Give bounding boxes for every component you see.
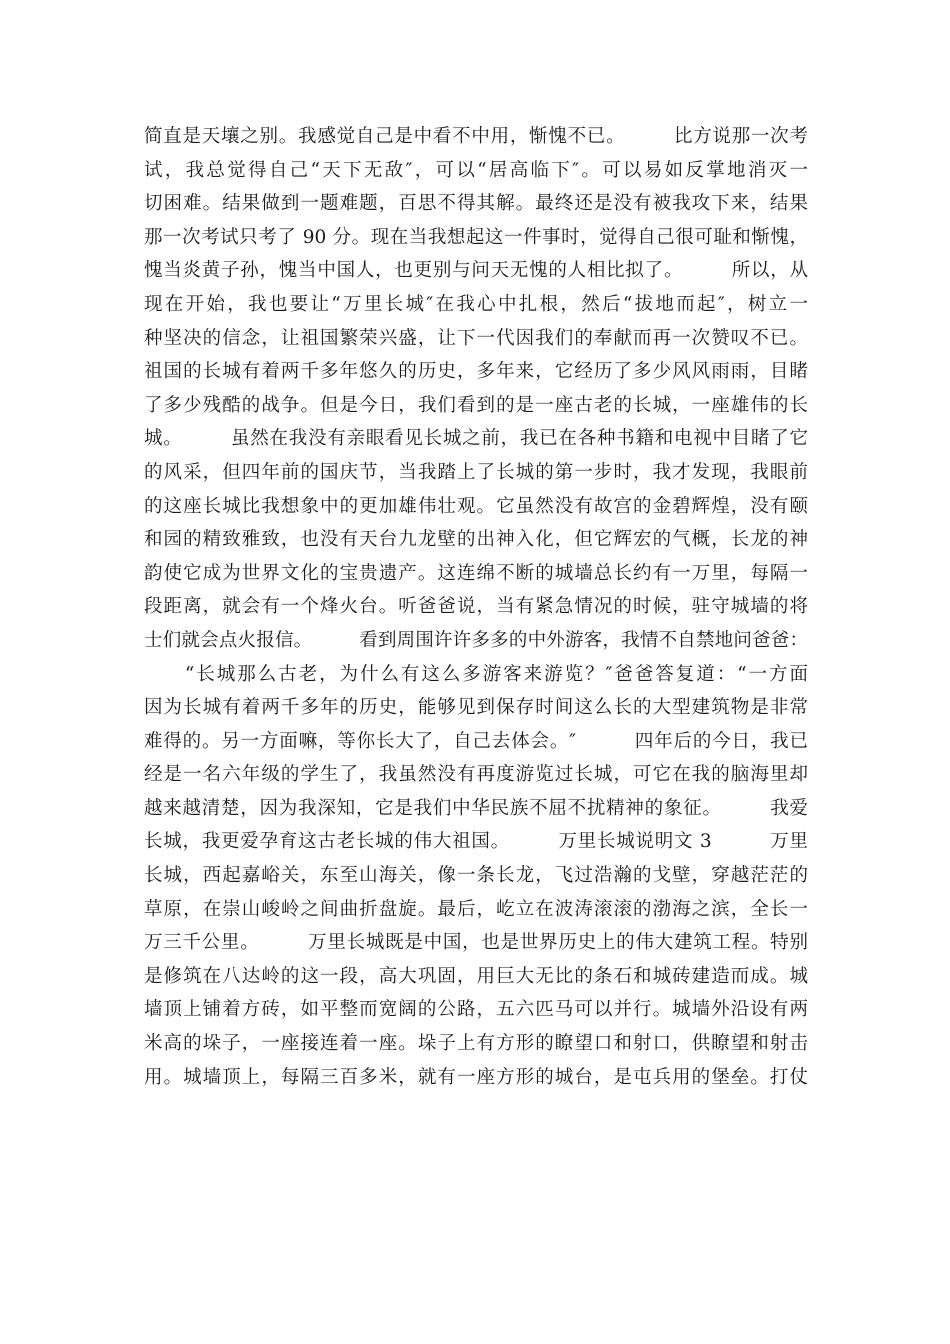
text-line: 长城，我更爱孕育这古老长城的伟大祖国。 万里长城说明文 3 万里 bbox=[144, 831, 808, 853]
text-line: 因为长城有着两千多年的历史，能够见到保存时间这么长的大型建筑物是非常 bbox=[144, 697, 808, 719]
text-line: 城。 虽然在我没有亲眼看见长城之前，我已在各种书籍和电视中目睹了它 bbox=[144, 428, 808, 450]
text-line: 了多少残酷的战争。但是今日，我们看到的是一座古老的长城，一座雄伟的长 bbox=[144, 394, 808, 416]
text-line: 草原，在崇山峻岭之间曲折盘旋。最后，屹立在波涛滚滚的渤海之滨，全长一 bbox=[144, 898, 808, 920]
text-line: 是修筑在八达岭的这一段，高大巩固，用巨大无比的条石和城砖建造而成。城 bbox=[144, 965, 808, 987]
text-line: 和园的精致雅致，也没有天台九龙壁的出神入化，但它辉宏的气概，长龙的神 bbox=[144, 529, 808, 551]
text-line: 现在开始，我也要让“万里长城″在我心中扎根，然后“拔地而起″，树立一 bbox=[144, 293, 808, 315]
text-line: 万三千公里。 万里长城既是中国，也是世界历史上的伟大建筑工程。特别 bbox=[144, 932, 808, 954]
text-line: 愧当炎黄子孙，愧当中国人，也更别与问天无愧的人相比拟了。 所以，从 bbox=[144, 260, 808, 282]
text-line: 米高的垛子，一座接连着一座。垛子上有方形的瞭望口和射口，供瞭望和射击 bbox=[144, 1033, 808, 1055]
text-line: 试，我总觉得自己“天下无敌″，可以“居高临下″。可以易如反掌地消灭一 bbox=[144, 159, 808, 181]
text-line: 那一次考试只考了 90 分。现在当我想起这一件事时，觉得自己很可耻和惭愧， bbox=[144, 226, 808, 248]
text-line: “长城那么古老，为什么有这么多游客来游览？″爸爸答复道：“一方面 bbox=[144, 663, 808, 685]
text-line: 士们就会点火报信。 看到周围许许多多的中外游客，我情不自禁地问爸爸： bbox=[144, 629, 808, 651]
text-line: 的这座长城比我想象中的更加雄伟壮观。它虽然没有故宫的金碧辉煌，没有颐 bbox=[144, 495, 808, 517]
body-text bbox=[144, 120, 808, 1094]
text-line: 越来越清楚，因为我深知，它是我们中华民族不屈不扰精神的象征。 我爱 bbox=[144, 797, 808, 819]
text-line: 难得的。另一方面嘛，等你长大了，自己去体会。″ 四年后的今日，我已 bbox=[144, 730, 808, 752]
text-line: 切困难。结果做到一题难题，百思不得其解。最终还是没有被我攻下来，结果 bbox=[144, 193, 808, 215]
text-line: 用。城墙顶上，每隔三百多米，就有一座方形的城台，是屯兵用的堡垒。打仗 bbox=[144, 1066, 808, 1088]
text-line: 长城，西起嘉峪关，东至山海关，像一条长龙，飞过浩瀚的戈壁，穿越茫茫的 bbox=[144, 865, 808, 887]
text-line: 墙顶上铺着方砖，如平整而宽阔的公路，五六匹马可以并行。城墙外沿设有两 bbox=[144, 999, 808, 1021]
text-line: 的风采，但四年前的国庆节，当我踏上了长城的第一步时，我才发现，我眼前 bbox=[144, 461, 808, 483]
text-line: 种坚决的信念，让祖国繁荣兴盛，让下一代因我们的奉献而再一次赞叹不已。 bbox=[144, 327, 808, 349]
text-line: 段距离，就会有一个烽火台。听爸爸说，当有紧急情况的时候，驻守城墙的将 bbox=[144, 596, 808, 618]
text-line: 经是一名六年级的学生了，我虽然没有再度游览过长城，可它在我的脑海里却 bbox=[144, 764, 808, 786]
text-line: 祖国的长城有着两千多年悠久的历史，多年来，它经历了多少风风雨雨，目睹 bbox=[144, 361, 808, 383]
text-line: 简直是天壤之别。我感觉自己是中看不中用，惭愧不已。 比方说那一次考 bbox=[144, 126, 808, 147]
text-line: 韵使它成为世界文化的宝贵遗产。这连绵不断的城墙总长约有一万里，每隔一 bbox=[144, 562, 808, 584]
